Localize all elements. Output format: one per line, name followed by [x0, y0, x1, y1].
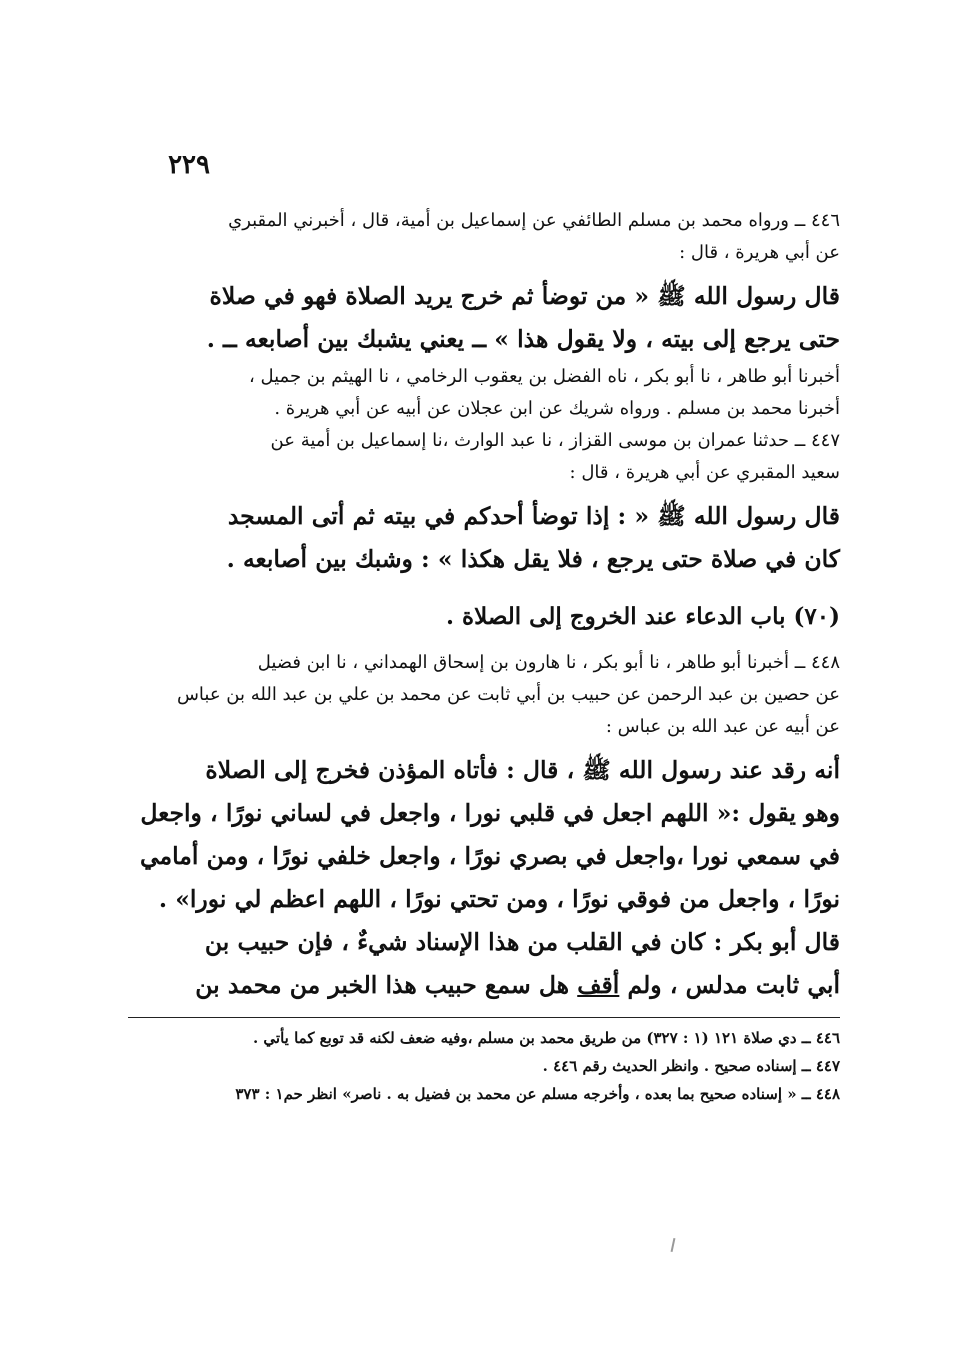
hadith-447-isnad-line-2: سعيد المقبري عن أبي هريرة ، قال : [569, 462, 840, 483]
comment-text-a: أبي ثابت مدلس ، ولم [619, 971, 840, 999]
hadith-447-matn-line-2: كان في صلاة حتى يرجع ، فلا يقل هكذا » : وشبك بين أصابعه . [226, 545, 840, 573]
comment-text-c: هل سمع حبيب هذا الخبر من محمد بن [195, 971, 578, 999]
hadith-446-isnad-line-2: عن أبي هريرة ، قال : [679, 242, 840, 263]
footnote-divider [128, 1017, 840, 1018]
hadith-446-extra-line-2: أخبرنا محمد بن مسلم . ورواه شريك عن ابن عجلان عن أبيه عن أبي هريرة . [274, 398, 840, 419]
hadith-448-matn-line-1: أنه رقد عند رسول الله ﷺ ، قال : فأتاه المؤذن فخرج إلى الصلاة [205, 756, 840, 784]
hadith-448-comment-line-1: قال أبو بكر : كان في القلب من هذا الإسناد شيءٌ ، فإن حبيب بن [204, 928, 840, 956]
hadith-447-matn-line-1: قال رسول الله ﷺ « : إذا توضأ أحدكم في بيته ثم أتى المسجد [227, 502, 840, 530]
hadith-446-matn-line-1: قال رسول الله ﷺ « من توضأ ثم خرج يريد الصلاة فهو في صلاة [209, 282, 840, 310]
footnote-448: ٤٤٨ ــ « إسناده صحيح بما بعده ، وأخرجه مسلم عن محمد بن فضيل به . ناصر» انظر حم١ : ٣٧٣ [235, 1085, 840, 1103]
hadith-447-isnad-line-1: ٤٤٧ ــ حدثنا عمران بن موسى القزاز ، نا عبد الوارث ،نا إسماعيل بن أمية عن [270, 430, 840, 451]
hadith-448-matn-line-4: نورًا ، واجعل من فوقي نورًا ، ومن تحتي نورًا ، اللهم اعظم لي نورا» . [158, 885, 840, 913]
underlined-word: أقف [577, 971, 620, 999]
hadith-448-isnad-line-3: عن أبيه عن عبد الله بن عباس : [605, 716, 840, 737]
footnote-447: ٤٤٧ ــ إسناده صحيح . وانظر الحديث رقم ٤٤٦ . [542, 1057, 840, 1075]
footnote-446: ٤٤٦ ــ دي صلاة ١٢١ (١ : ٣٢٧) من طريق محمد بن مسلم ،وفيه ضعف لكنه قد توبع كما يأتي . [252, 1029, 840, 1047]
page-number: ٢٢٩ [168, 150, 210, 180]
hadith-448-isnad-line-2: عن حصين بن عبد الرحمن عن حبيب بن أبي ثابت عن محمد بن علي بن عبد الله بن عباس [176, 684, 840, 705]
scan-mark [671, 1238, 676, 1252]
hadith-446-matn-line-2: حتى يرجع إلى بيته ، ولا يقول هذا » ــ يعني يشبك بين أصابعه ــ . [206, 325, 840, 353]
hadith-448-isnad-line-1: ٤٤٨ ــ أخبرنا أبو طاهر ، نا أبو بكر ، نا هارون بن إسحاق الهمداني ، نا ابن فضيل [257, 652, 840, 673]
hadith-448-comment-line-2 [128, 964, 840, 1007]
hadith-448-matn-line-3: في سمعي نورا ،واجعل في بصري نورًا ، واجعل خلفي نورًا ، ومن أمامي [139, 842, 840, 870]
chapter-heading: (٧٠) باب الدعاء عند الخروج إلى الصلاة . [446, 603, 840, 630]
footnotes [128, 1024, 840, 1108]
hadith-448-matn-line-2: وهو يقول :« اللهم اجعل في قلبي نورا ، واجعل في لساني نورًا ، واجعل [140, 799, 840, 827]
hadith-446-isnad-line-1: ٤٤٦ ــ ورواه محمد بن مسلم الطائفي عن إسماعيل بن أمية، قال ، أخبرني المقبري [228, 210, 840, 231]
page-body [128, 205, 840, 1108]
hadith-446-extra-line-1: أخبرنا أبو طاهر ، نا أبو بكر ، ناه الفضل بن يعقوب الرخامي ، نا الهيثم بن جميل ، [248, 366, 840, 387]
